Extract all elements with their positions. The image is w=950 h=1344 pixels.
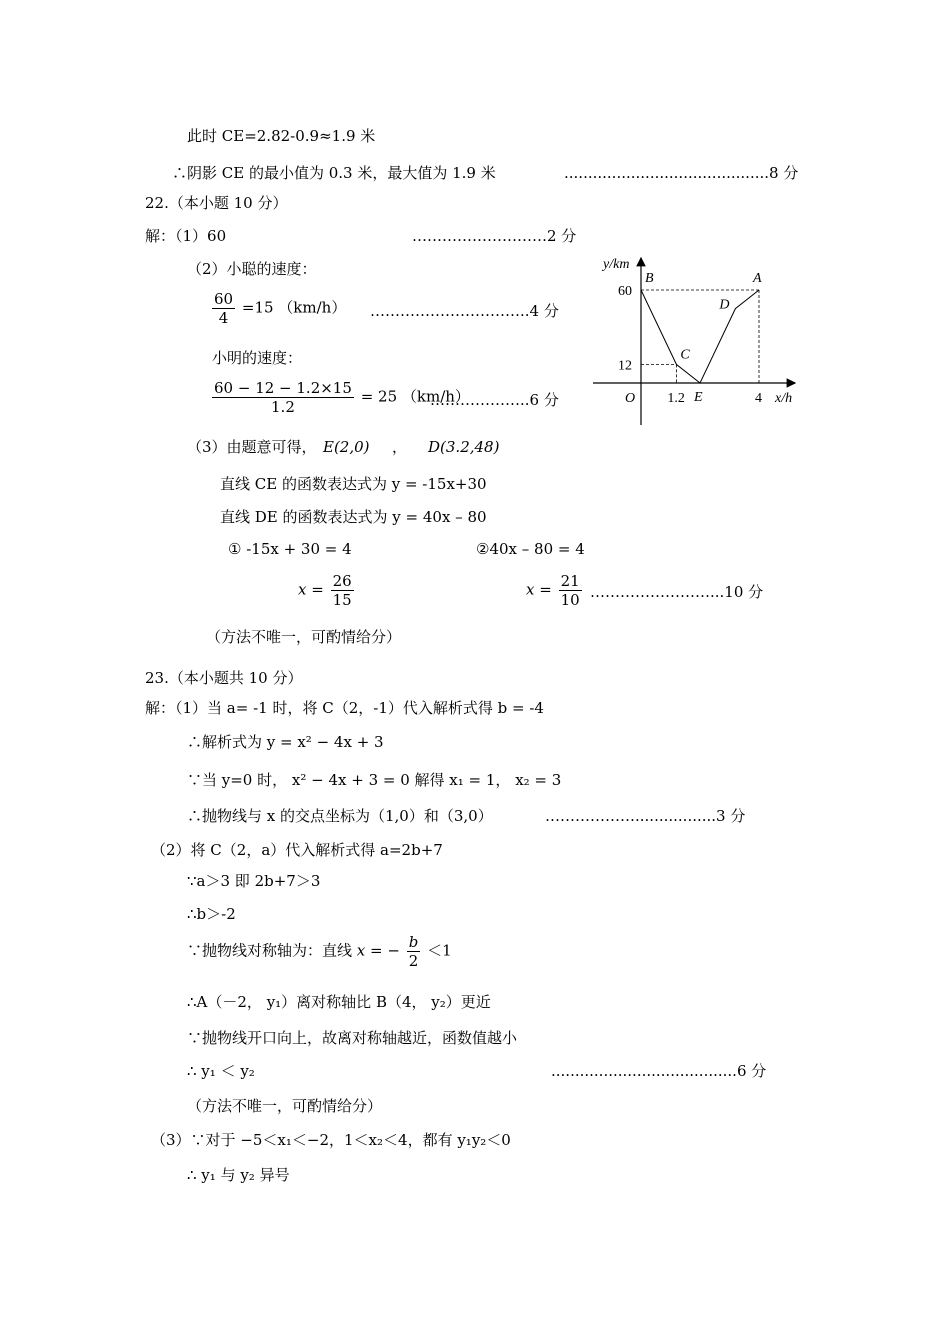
q21-ce-line: 此时 CE=2.82-0.9≈1.9 米 [187,127,376,145]
q22-cong-den: 4 [212,308,235,327]
q22-part2-label: （2）小聪的速度： [187,260,317,278]
x-axis-label: x/h [775,391,793,406]
q22-cong-speed [210,290,346,327]
q22-cong-dots: …………………………..4 分 [370,302,559,320]
q23-expression: ∴解析式为 y = x² − 4x + 3 [187,733,384,751]
q22-x1-fraction [331,572,354,609]
origin-label: O [625,391,636,406]
q22-cong-fraction [212,290,235,327]
q22-x2-den: 10 [560,591,580,609]
q22-x1-lhs: x = [298,580,324,599]
q23-roots: ∵当 y=0 时， x² − 4x + 3 = 0 解得 x₁ = 1， x₂ = 3 [187,771,562,789]
q22-part1-dots: ………………………2 分 [412,227,577,245]
q23-opening: ∵抛物线开口向上，故离对称轴越近，函数值越小 [187,1029,518,1047]
q23-result: ∴ y₁ ＜ y₂ [187,1062,255,1080]
y-tick-12: 12 [618,358,632,374]
q22-x1-num: 26 [332,572,352,590]
q22-x2-lhs: x = [526,580,552,599]
q22-equation-2: ②40x – 80 = 4 [476,540,585,558]
q22-x1-den: 15 [332,591,352,609]
x-tick-4: 4 [755,391,762,406]
q23-coords: ∴抛物线与 x 的交点坐标为（1,0）和（3,0） [187,807,493,825]
q23-axis-line [187,933,452,970]
q22-ming-result: = 25 （km/h） [360,387,470,406]
q23-part3: （3）∵对于 −5＜x₁＜−2，1＜x₂＜4，都有 y₁y₂＜0 [151,1131,511,1149]
q22-ming-den: 1.2 [212,397,354,416]
q21-conclusion: ∴阴影 CE 的最小值为 0.3 米，最大值为 1.9 米 [172,164,496,182]
y-tick-60: 60 [618,284,632,299]
point-label-d: D [719,297,730,313]
q23-sign: ∴ y₁ 与 y₂ 异号 [187,1166,290,1184]
q22-point-d: D(3.2,48) [428,438,500,456]
q23-part2-dots: .......................................6 分 [551,1062,767,1080]
q23-b-condition: ∴b＞-2 [187,905,236,923]
q22-ming-num: 60 − 12 − 1.2×15 [214,379,352,397]
q23-axis-den: 2 [407,951,421,970]
point-label-c: C [680,347,690,363]
distance-time-graph [585,250,805,430]
point-label-a: A [753,271,762,286]
q22-comma: ， [392,438,408,456]
q22-ce-expression: 直线 CE 的函数表达式为 y = -15x+30 [220,475,487,493]
q21-score-dots: ...........................................8 分 [564,164,799,182]
q22-point-e: E(2,0) [323,438,370,456]
q22-header: 22.（本小题 10 分） [145,194,288,212]
q23-header: 23.（本小题共 10 分） [145,669,303,687]
series-line [641,290,759,383]
q22-x2-num: 21 [560,572,580,590]
q23-axis-num: b [408,933,419,951]
q22-solution-dots: ……………………...10 分 [590,583,764,601]
q22-ming-label: 小明的速度： [212,349,303,367]
q22-part1: 解：（1）60 [145,227,227,245]
q22-equation-1: ① -15x + 30 = 4 [228,540,352,558]
q23-closer: ∴A（－2， y₁）离对称轴比 B（4， y₂）更近 [187,993,491,1011]
q22-de-expression: 直线 DE 的函数表达式为 y = 40x – 80 [220,508,487,526]
q22-ming-fraction [212,379,354,416]
q23-note: （方法不唯一，可酌情给分） [187,1097,383,1115]
q23-axis-x: x = − [356,941,400,960]
q22-solution-2 [526,572,584,609]
q23-axis-suffix: ＜1 [427,941,452,960]
q23-part1: 解：（1）当 a= -1 时，将 C（2，-1）代入解析式得 b = -4 [145,699,544,717]
q23-a-condition: ∵a＞3 即 2b+7＞3 [187,872,321,890]
q22-cong-result: =15 （km/h） [241,298,347,317]
q22-solution-1 [298,572,356,609]
q22-part3-label: （3）由题意可得， [187,438,317,456]
q22-note: （方法不唯一，可酌情给分） [206,628,402,646]
q23-part2: （2）将 C（2，a）代入解析式得 a=2b+7 [151,841,443,859]
x-tick-1-2: 1.2 [667,391,685,406]
q22-ming-dots: ………………..6 分 [430,391,559,409]
q22-cong-num: 60 [214,290,234,308]
point-label-e: E [694,390,703,405]
q23-axis-fraction [407,933,421,970]
q22-x2-fraction [559,572,582,609]
y-axis-label: y/km [603,257,630,272]
point-label-b: B [645,271,654,286]
q23-part1-dots: ……………….................3 分 [545,807,746,825]
q23-axis-prefix: ∵抛物线对称轴为：直线 [187,941,353,960]
